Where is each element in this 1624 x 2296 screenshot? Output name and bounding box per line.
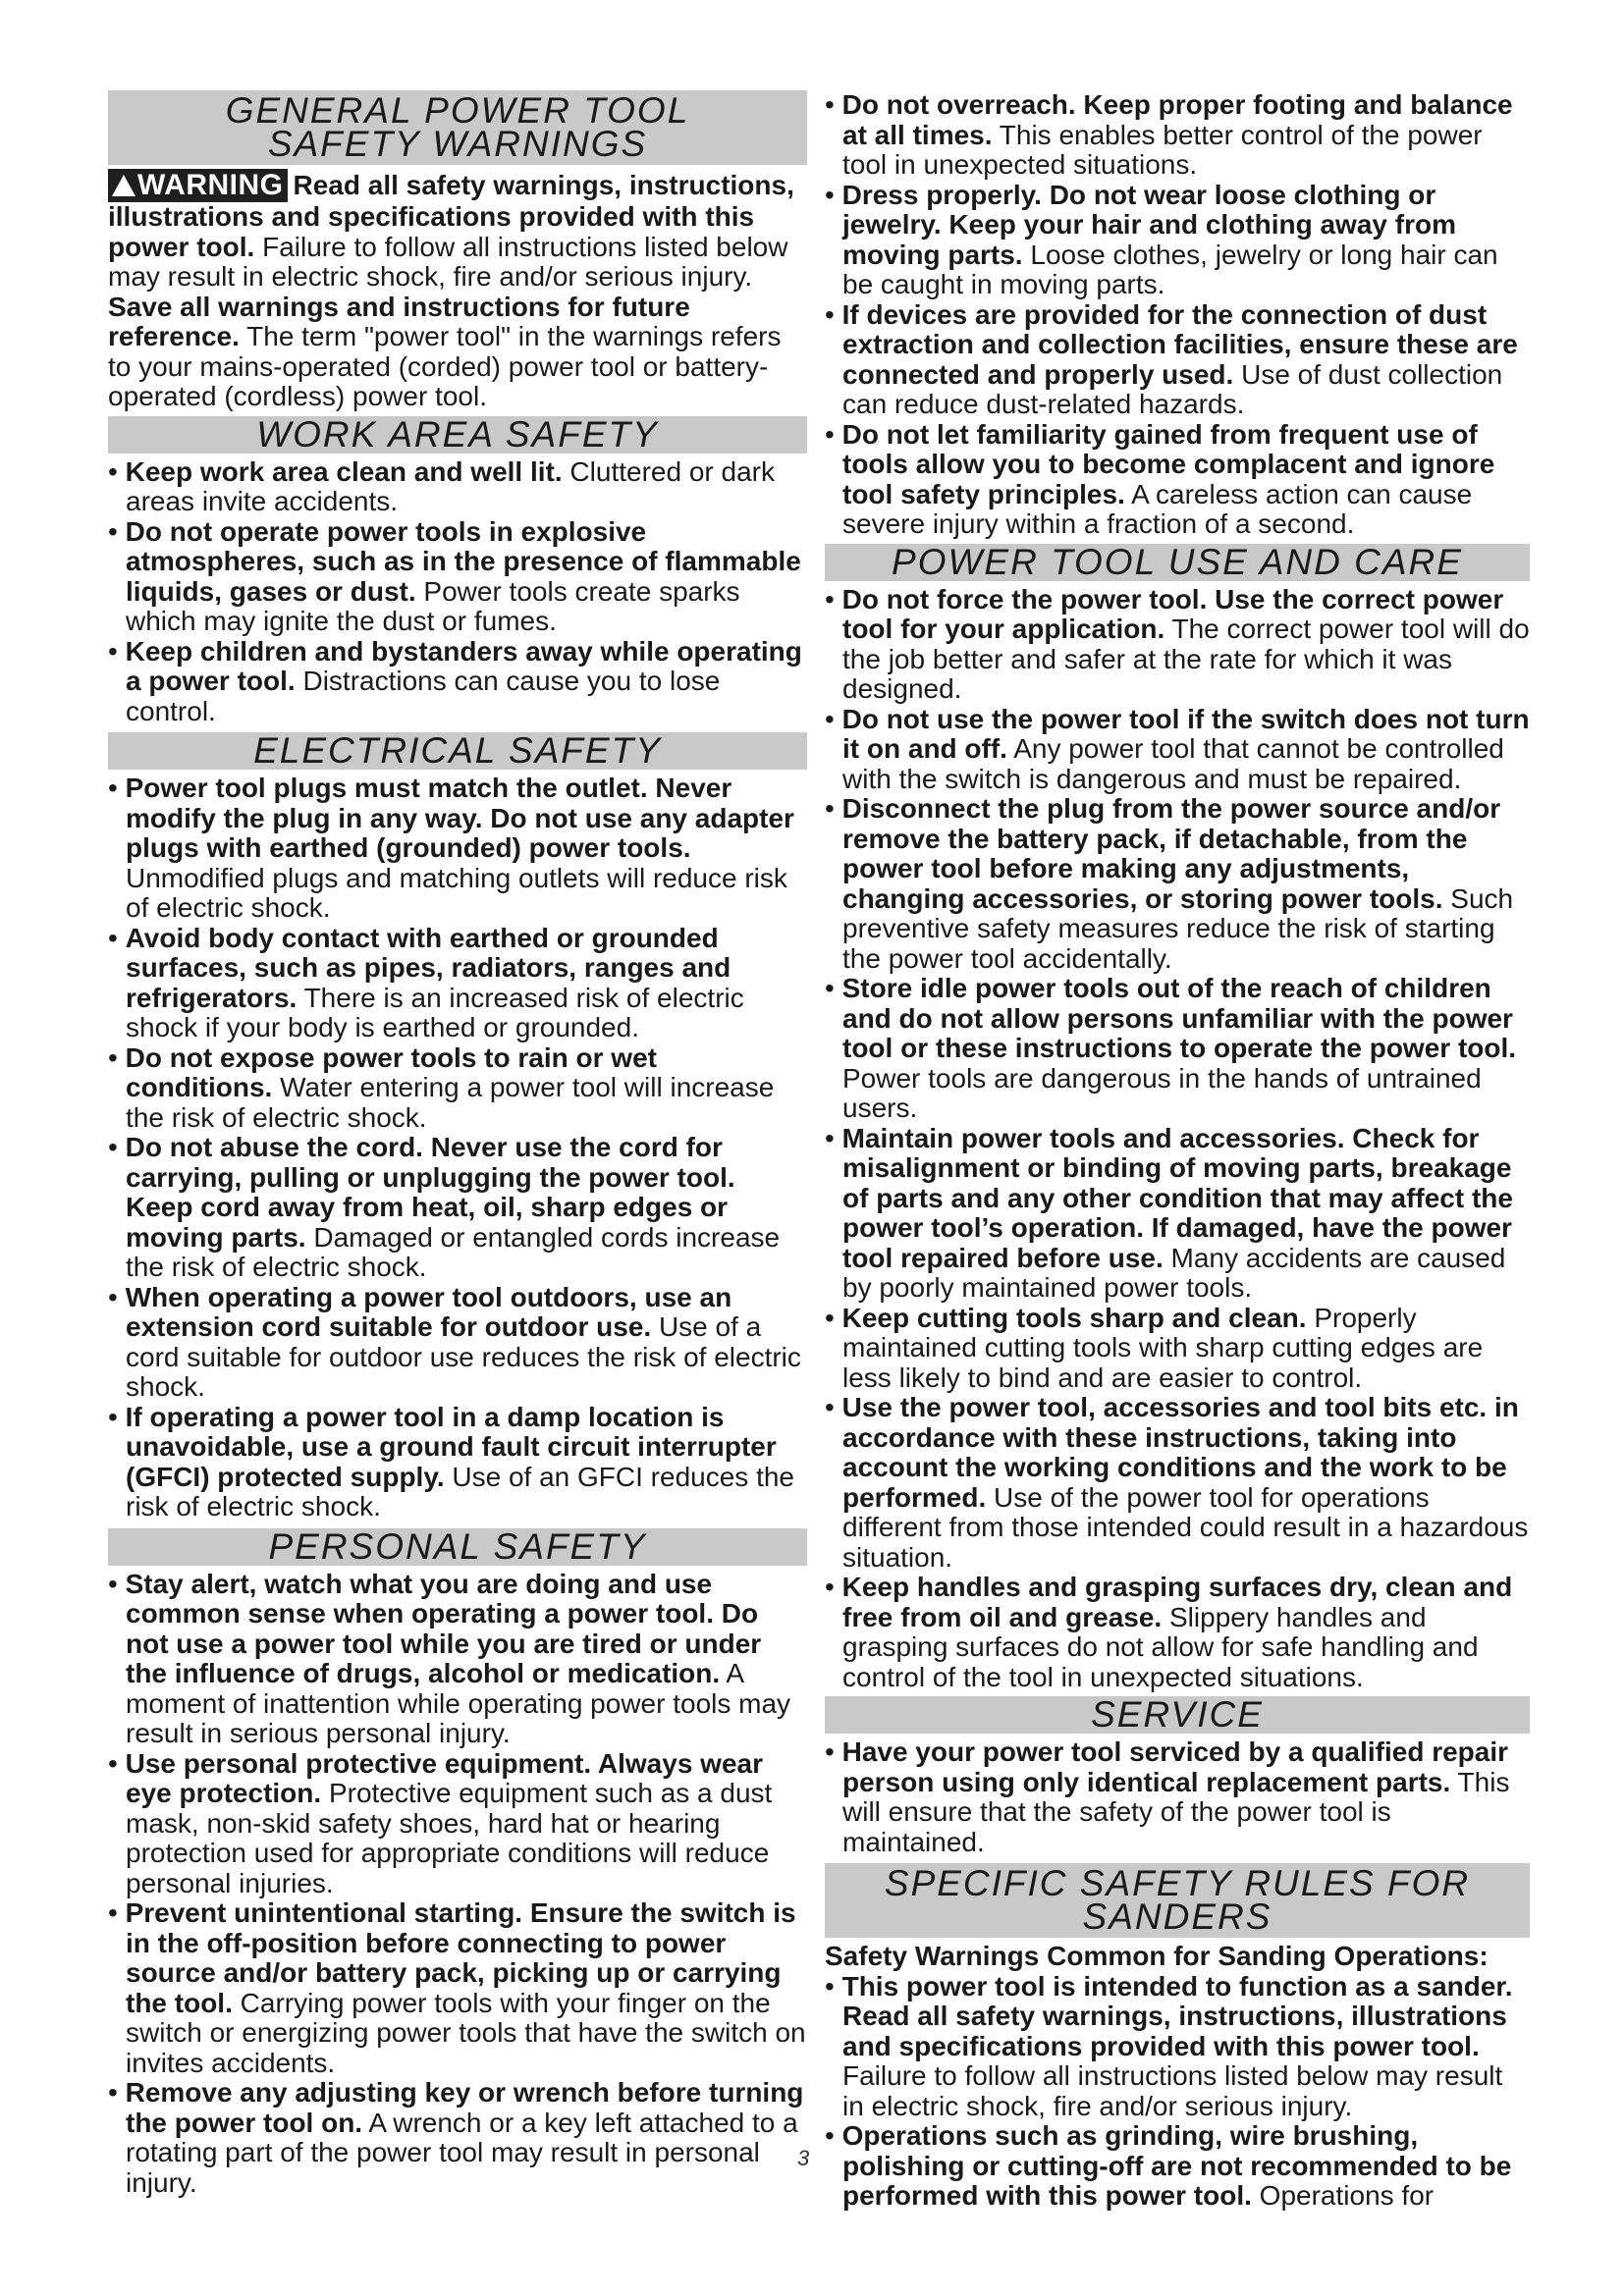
list-item: • Do not force the power tool. Use the correct power tool for your application. The correct power tool will do the job better and safer at the rate for which it was designed. <box>825 583 1530 704</box>
list-item: • Stay alert, watch what you are doing and use common sense when operating a power tool. Do not use a power tool while you are tired or under the influence of drugs, alcohol or medication. A moment of inattention while operating power tools may result in serious personal injury. <box>108 1568 791 1748</box>
page-number: 3 <box>797 2146 810 2170</box>
list-item: • When operating a power tool outdoors, use an extension cord suitable for outdoor use. Use of a cord suitable for outdoor use reduces the risk of electric shock. <box>108 1281 801 1402</box>
section-header-personal: PERSONAL SAFETY <box>108 1528 807 1566</box>
list-item: • If operating a power tool in a damp location is unavoidable, use a ground fault circuit interrupter (GFCI) protected supply. Use of an GFCI reduces the risk of electric shock. <box>108 1401 794 1522</box>
list-item: • Disconnect the plug from the power source and/or remove the battery pack, if detachable, from the power tool before making any adjustments, changing accessories, or storing power tools. Such preventive safety measures reduce the risk of starting the power tool accidentally. <box>825 793 1514 974</box>
list-item: • Keep handles and grasping surfaces dry, clean and free from oil and grease. Slippery handles and grasping surfaces do not allow for safe handling and control of the tool in unexpected situations. <box>825 1572 1513 1692</box>
list-item: • Dress properly. Do not wear loose clothing or jewelry. Keep your hair and clothing away from moving parts. Loose clothes, jewelry or long hair can be caught in moving parts. <box>825 179 1498 299</box>
list-item: • Store idle power tools out of the reach of children and do not allow persons unfamiliar with the power tool or these instructions to operate the power tool. Power tools are dangerous in the hands of untrained users. <box>825 973 1517 1123</box>
list-item: • Do not expose power tools to rain or wet conditions. Water entering a power tool will increase the risk of electric shock. <box>108 1041 775 1133</box>
warning-label: WARNING <box>108 169 288 202</box>
list-item: • Power tool plugs must match the outlet. Never modify the plug in any way. Do not use any adapter plugs with earthed (grounded) power tools. Unmodified plugs and matching outlets will reduce risk of electric shock. <box>108 773 794 923</box>
warning-triangle-icon <box>112 175 135 196</box>
list-item: • Do not abuse the cord. Never use the cord for carrying, pulling or unplugging the power tool. Keep cord away from heat, oil, sharp edges or moving parts. Damaged or entangled cords increase the risk of electric shock. <box>108 1132 781 1282</box>
list-item: • Do not operate power tools in explosive atmospheres, such as in the presence of flammable liquids, gases or dust. Power tools create sparks which may ignite the dust or fumes. <box>108 515 801 636</box>
list-item: • This power tool is intended to function as a sander. Read all safety warnings, instructions, illustrations and specifications provided with this power tool. Failure to follow all instructions listed below may result in electric shock, fire and/or serious injury. <box>825 1970 1513 2121</box>
section-header-electrical: ELECTRICAL SAFETY <box>108 732 807 770</box>
left-column <box>108 90 810 2198</box>
list-item: • Do not use the power tool if the switch does not turn it on and off. Any power tool that cannot be controlled with the switch is dangerous and must be repaired. <box>825 703 1530 794</box>
list-item: • Operations such as grinding, wire brushing, polishing or cutting-off are not recommended to be performed with this power tool. Operations for <box>825 2120 1512 2211</box>
section-header-service: SERVICE <box>825 1696 1530 1734</box>
list-item: • Use the power tool, accessories and tool bits etc. in accordance with these instructions, taking into account the working conditions and the work to be performed. Use of the power tool for operations different from those intended could result in a hazardous situation. <box>825 1392 1529 1573</box>
list-item: • If devices are provided for the connection of dust extraction and collection facilities, ensure these are connected and properly used. Use of dust collection can reduce dust-related hazards. <box>825 298 1518 419</box>
list-item: • Maintain power tools and accessories. Check for misalignment or binding of moving parts, breakage of parts and any other condition that may affect the power tool’s operation. If damaged, have the power tool repaired before use. Many accidents are caused by poorly maintained power tools. <box>825 1122 1513 1303</box>
list-item: • Do not let familiarity gained from frequent use of tools allow you to become complacent and ignore tool safety principles. A careless action can cause severe injury within a fraction of a second. <box>825 418 1495 539</box>
list-item: • Prevent unintentional starting. Ensure the switch is in the off-position before connecting to power source and/or battery pack, picking up or carrying the tool. Carrying power tools with your finger on the switch or energizing power tools that have the switch on invites accidents. <box>108 1897 806 2078</box>
list-item: • Remove any adjusting key or wrench before turning the power tool on. A wrench or a key left attached to a rotating part of the power tool may result in personal injury. <box>108 2077 804 2198</box>
list-item: • Do not overreach. Keep proper footing and balance at all times. This enables better control of the power tool in unexpected situations. <box>825 89 1513 180</box>
section-header-use-care: POWER TOOL USE AND CARE <box>825 544 1530 581</box>
right-column <box>825 90 1530 2212</box>
list-item: • Keep work area clean and well lit. Cluttered or dark areas invite accidents. <box>108 455 775 516</box>
general-intro: WARNING Read all safety warnings, instructions, illustrations and specifications provided with this power tool. Failure to follow all instructions listed below may result in electric shock, fire and/or serious injury. Save all warnings and instructions for future reference. The term "power tool" in the warnings refers to your mains-operated (corded) power tool or battery-operated (cordless) power tool. <box>108 169 794 411</box>
section-header-general: GENERAL POWER TOOL SAFETY WARNINGS <box>108 90 807 165</box>
section-header-sanders: SPECIFIC SAFETY RULES FOR SANDERS <box>825 1863 1530 1938</box>
list-item: • Have your power tool serviced by a qualified repair person using only identical replacement parts. This will ensure that the safety of the power tool is maintained. <box>825 1736 1510 1857</box>
list-item: • Avoid body contact with earthed or grounded surfaces, such as pipes, radiators, ranges and refrigerators. There is an increased risk of electric shock if your body is earthed or grounded. <box>108 922 744 1042</box>
list-item: • Use personal protective equipment. Always wear eye protection. Protective equipment such as a dust mask, non-skid safety shoes, hard hat or hearing protection used for appropriate conditions will reduce personal injuries. <box>108 1747 773 1898</box>
list-item: • Keep cutting tools sharp and clean. Properly maintained cutting tools with sharp cutting edges are less likely to bind and are easier to control. <box>825 1302 1484 1393</box>
sanders-subtitle: Safety Warnings Common for Sanding Operations: <box>825 1941 1489 1971</box>
list-item: • Keep children and bystanders away while operating a power tool. Distractions can cause you to lose control. <box>108 635 802 726</box>
section-header-work-area: WORK AREA SAFETY <box>108 416 807 454</box>
